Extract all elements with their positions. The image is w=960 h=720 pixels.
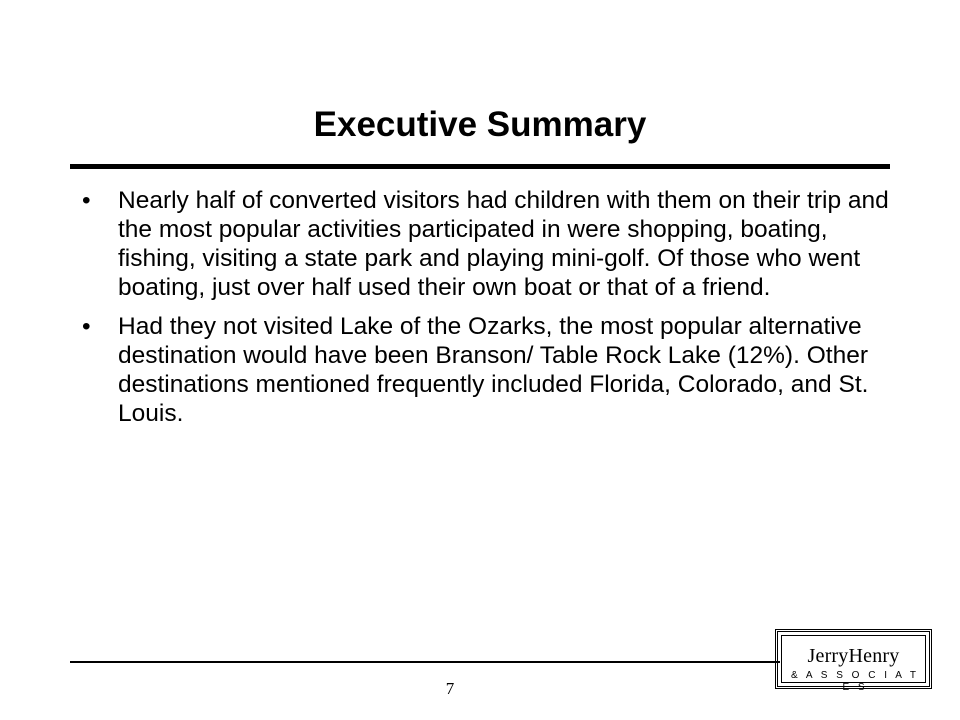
bullet-item [78, 312, 898, 428]
bullet-item [78, 186, 898, 302]
company-logo [775, 629, 932, 693]
title-divider [70, 164, 890, 169]
logo-frame [781, 635, 926, 693]
bullet-list [78, 186, 898, 438]
slide-title: Executive Summary [313, 105, 647, 144]
logo-name: JerryHenry [807, 645, 900, 667]
bullet-text: Had they not visited Lake of the Ozarks, the most popular alternative destination would have been Branson/ Table Rock Lake (12%). Other destinations mentioned frequently included Florida, Colorado, and St. Louis. [118, 313, 869, 427]
footer-divider [70, 661, 780, 663]
page-number: 7 [445, 679, 455, 698]
bullet-marker: • [82, 187, 91, 214]
logo-tagline: & A S S O C I A T E S [790, 670, 920, 693]
bullet-text: Nearly half of converted visitors had children with them on their trip and the most popular activities participated in were shopping, boating, fishing, visiting a state park and playing mini-golf. Of those who went boating, just over half used their own boat or that of a friend. [118, 187, 889, 301]
bullet-marker: • [82, 313, 91, 340]
